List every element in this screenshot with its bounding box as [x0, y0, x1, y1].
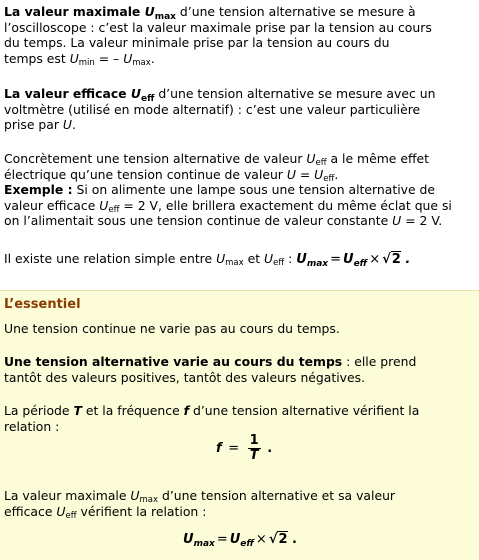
text: valeur efficace	[4, 197, 100, 213]
text: : elle prend	[342, 354, 417, 369]
formula-f-equals-1-over-t	[216, 434, 272, 463]
symbol-u: U	[56, 504, 66, 519]
essentials-ac-line2: tantôt des valeurs positives, tantôt des valeurs négatives.	[4, 370, 366, 385]
subscript: max	[193, 539, 215, 549]
symbol-u: U	[183, 532, 194, 547]
term-effective-value: La valeur efficace	[4, 86, 131, 101]
para-umax-line4	[4, 51, 155, 72]
symbol-u: U	[144, 4, 155, 19]
text: La période	[4, 403, 74, 418]
text: d’une tension alternative se mesure à	[175, 4, 416, 19]
text: .	[150, 50, 155, 66]
formula-umax-ueff-inline	[296, 252, 410, 267]
symbol-u: U	[264, 251, 274, 266]
symbol-u: U	[130, 488, 140, 503]
text: vérifient la relation :	[76, 504, 207, 519]
symbol-u: U	[62, 117, 72, 132]
denominator: T	[249, 448, 259, 463]
subscript: eff	[315, 158, 327, 168]
text: d’une tension alternative et sa valeur	[158, 488, 396, 503]
symbol-u: U	[392, 213, 402, 228]
essentials-dc-statement: Une tension continue ne varie pas au cours du temps.	[4, 321, 340, 336]
radicand: 2	[391, 252, 401, 267]
text: = –	[94, 50, 124, 66]
subscript: max	[306, 259, 329, 269]
term-ac-voltage: Une tension alternative varie au cours du temps	[4, 354, 343, 369]
subscript: eff	[353, 259, 368, 269]
numerator: 1	[249, 433, 259, 448]
essentials-period-line1	[4, 403, 419, 419]
text: .	[267, 441, 273, 456]
text: efficace	[4, 504, 57, 519]
symbol-u: U	[286, 166, 296, 182]
symbol-t: T	[73, 403, 82, 418]
text: .	[287, 532, 297, 547]
text: et	[243, 251, 265, 266]
text: .	[334, 166, 339, 182]
symbol-u: U	[229, 532, 241, 547]
subscript: eff	[140, 94, 155, 104]
symbol-u: U	[296, 252, 307, 267]
essentials-umax-line2	[4, 504, 206, 525]
radicand: 2	[278, 532, 288, 547]
text: électrique qu’une tension continue de valeur	[4, 166, 287, 182]
symbol-u: U	[343, 252, 354, 267]
text: =	[295, 166, 315, 182]
times-sign: ×	[369, 252, 381, 267]
symbol-u: U	[306, 151, 316, 166]
subscript: max	[225, 258, 244, 268]
para-ueff-line2: voltmètre (utilisé en mode alternatif) : c’est une valeur particulière	[4, 101, 421, 117]
sqrt-icon: √	[268, 532, 278, 547]
text: on l’alimentait sous une tension continue de valeur constante	[4, 213, 393, 228]
times-sign: ×	[255, 532, 267, 547]
essentials-period-line2: relation :	[4, 419, 60, 434]
example-label: Exemple :	[4, 182, 73, 197]
subscript: eff	[65, 511, 77, 521]
symbol-f: f	[216, 441, 222, 456]
subscript: eff	[240, 539, 254, 549]
equals-sign: =	[216, 532, 228, 547]
subscript: eff	[108, 204, 120, 215]
para-umax-line3: du temps. La valeur minimale prise par la tension au cours du	[4, 35, 390, 50]
text: La valeur maximale	[4, 488, 131, 503]
text: Si on alimente une lampe sous une tension alternative de	[72, 182, 436, 197]
symbol-u: U	[314, 166, 324, 182]
text: = 2 V.	[401, 213, 443, 228]
subscript: eff	[273, 258, 285, 268]
text: et la fréquence	[81, 403, 184, 418]
sqrt-icon: √	[382, 252, 391, 267]
symbol-u: U	[216, 251, 226, 266]
formula-umax-ueff	[183, 531, 297, 549]
equals-sign: =	[330, 252, 342, 267]
subscript: max	[154, 12, 176, 22]
text: d’une tension alternative se mesure avec un	[154, 86, 436, 101]
essentials-title: L’essentiel	[4, 297, 81, 312]
equals-sign: =	[228, 441, 240, 456]
text: temps est	[4, 50, 70, 66]
text: Il existe une relation simple entre	[4, 251, 217, 266]
essentials-box	[0, 290, 479, 560]
para-ueff-line3	[4, 117, 76, 133]
para-relation	[4, 251, 410, 273]
subscript: min	[78, 57, 95, 68]
symbol-f: f	[183, 403, 190, 418]
text: = 2 V, elle brillera exactement du même éclat que si	[119, 197, 452, 213]
text: prise par	[4, 117, 63, 132]
text: a le même effet	[326, 151, 430, 166]
para-example-line1	[4, 182, 435, 198]
fraction	[248, 434, 261, 463]
text: .	[72, 117, 76, 132]
subscript: max	[139, 495, 159, 505]
symbol-u: U	[123, 50, 133, 66]
para-umax-line2: l’oscilloscope : c’est la valeur maximale prise par la tension au cours	[4, 19, 432, 35]
term-max-value: La valeur maximale	[4, 4, 145, 19]
symbol-u: U	[99, 197, 109, 213]
symbol-u: U	[69, 50, 79, 66]
text: :	[284, 251, 297, 266]
subscript: max	[132, 57, 151, 68]
symbol-u: U	[130, 86, 141, 101]
subscript: eff	[323, 173, 335, 184]
para-example-line3	[4, 213, 442, 229]
essentials-ac-line1	[4, 354, 416, 370]
text: Concrètement une tension alternative de valeur	[4, 151, 307, 166]
text: .	[400, 252, 411, 267]
text: d’une tension alternative vérifient la	[189, 403, 420, 418]
